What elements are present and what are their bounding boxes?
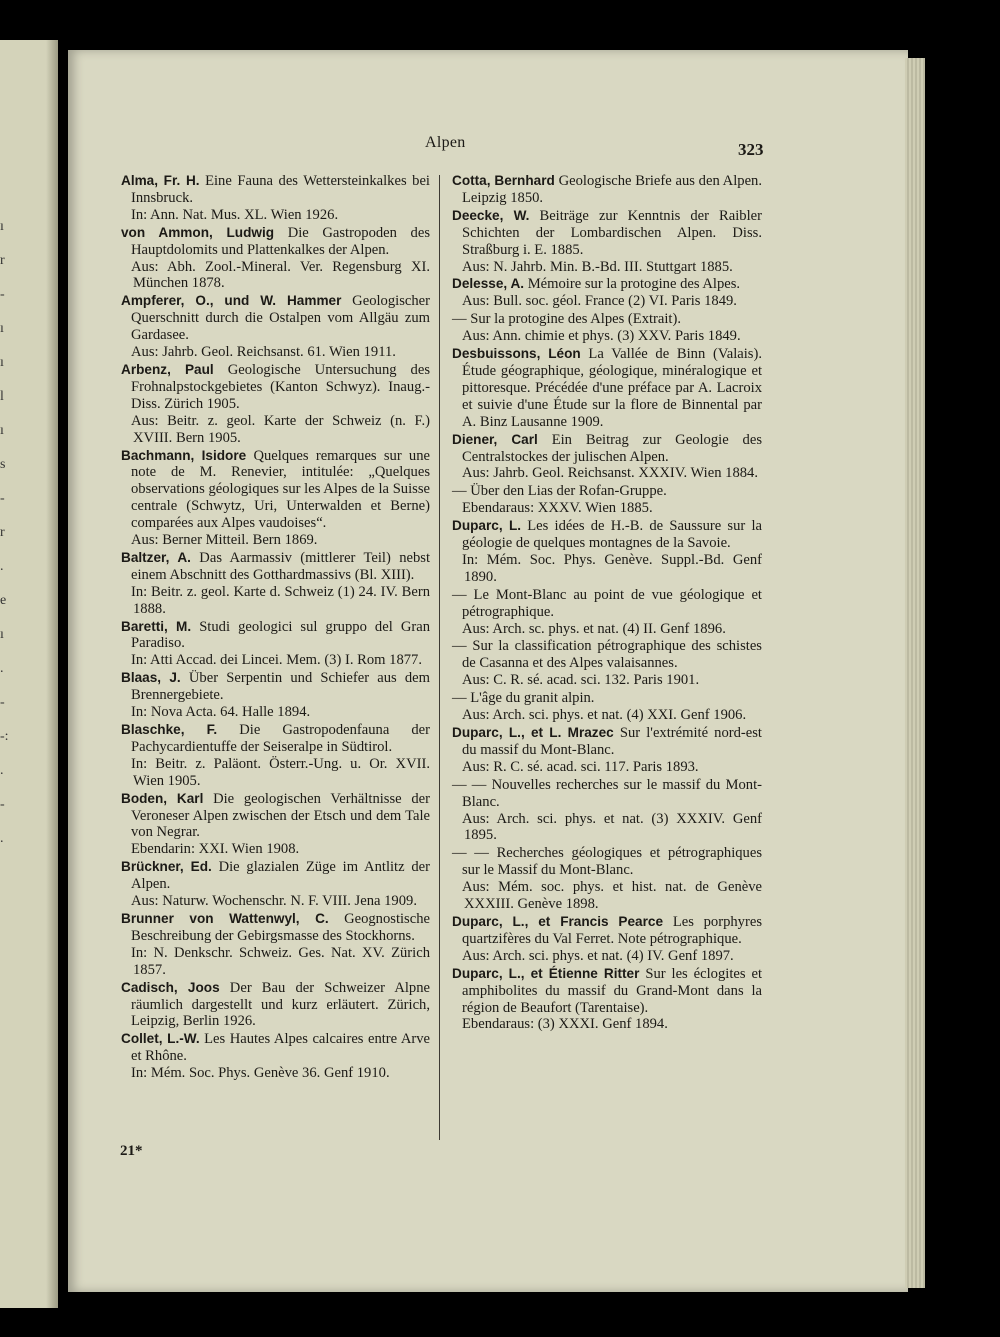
entry-source: In: Ann. Nat. Mus. XL. Wien 1926. bbox=[131, 206, 339, 223]
left-page-fragment: ı bbox=[0, 627, 4, 642]
entry-author: Boden, Karl bbox=[121, 790, 204, 806]
printer-signature: 21* bbox=[120, 1143, 143, 1159]
entry-title: Studi geologici sul gruppo del Gran Paradiso. bbox=[131, 618, 430, 652]
entry-title: Geognostische Beschreibung der Gebirgsmasse des Stockhorns. bbox=[131, 910, 430, 944]
entry-title: — — Nouvelles recherches sur le massif du Mont-Blanc. bbox=[452, 776, 762, 810]
bibliography-entry bbox=[121, 911, 430, 979]
entry-author: Duparc, L., et Étienne Ritter bbox=[452, 965, 640, 981]
bibliography-entry bbox=[121, 619, 430, 670]
entry-source: In: Beitr. z. Paläont. Österr.-Ung. u. Or. XVII. Wien 1905. bbox=[131, 755, 430, 789]
left-page-fragment: . bbox=[0, 763, 4, 778]
page-number: 323 bbox=[738, 140, 764, 159]
bibliography-entry bbox=[121, 550, 430, 618]
entry-source: Aus: Arch. sci. phys. et nat. (4) IV. Genf 1897. bbox=[462, 947, 734, 964]
entry-author: Cotta, Bernhard bbox=[452, 173, 555, 188]
bibliography-entry bbox=[452, 966, 762, 1034]
entry-source: Aus: Jahrb. Geol. Reichsanst. XXXIV. Wien 1884. bbox=[462, 465, 758, 482]
entry-author: Deecke, W. bbox=[452, 207, 530, 223]
bibliography-entry bbox=[121, 448, 430, 549]
entry-source: In: Atti Accad. dei Lincei. Mem. (3) I. Rom 1877. bbox=[131, 652, 423, 669]
entry-title: Quelques remarques sur une note de M. Renevier, intitulée: „Quelques observations géologiques sur les Alpes de la Suisse centrale (Schwytz, Uri, Unterwalden et Berne) comparées aux Alpes vaudoises“. bbox=[131, 447, 430, 532]
bibliography-entry bbox=[452, 845, 762, 913]
entry-title: — Sur la protogine des Alpes (Extrait). bbox=[452, 311, 681, 328]
entry-source: In: N. Denkschr. Schweiz. Ges. Nat. XV. Zürich 1857. bbox=[131, 944, 430, 978]
bibliography-entry bbox=[121, 722, 430, 790]
entry-source: In: Nova Acta. 64. Halle 1894. bbox=[131, 704, 311, 721]
entry-author: Baltzer, A. bbox=[121, 549, 191, 565]
entry-source: In: Mém. Soc. Phys. Genève. Suppl.-Bd. Genf 1890. bbox=[462, 551, 762, 585]
bibliography-entry bbox=[452, 346, 762, 431]
left-page-edge bbox=[0, 40, 58, 1308]
bibliography-entry bbox=[452, 914, 762, 965]
entry-author: Brunner von Wattenwyl, C. bbox=[121, 910, 329, 926]
entry-author: Brückner, Ed. bbox=[121, 859, 212, 875]
entry-author: Diener, Carl bbox=[452, 431, 538, 447]
entry-source: Aus: R. C. sé. acad. sci. 117. Paris 1893. bbox=[462, 758, 699, 775]
bibliography-entry bbox=[452, 777, 762, 845]
left-page-fragment: r bbox=[0, 525, 5, 540]
page-stack-edge bbox=[905, 58, 925, 1288]
entry-title: Les porphyres quartzifères du Val Ferret. Note pétrographique. bbox=[462, 913, 762, 947]
entry-author: Blaschke, F. bbox=[121, 722, 218, 737]
entry-author: Duparc, L., et L. Mrazec bbox=[452, 725, 614, 740]
left-page-fragment: - bbox=[0, 287, 5, 302]
entry-source: Aus: Arch. sci. phys. et nat. (4) XXI. Genf 1906. bbox=[462, 707, 747, 724]
bibliography-entry bbox=[452, 638, 762, 689]
bibliography-entry bbox=[121, 225, 430, 293]
entry-source: Aus: Jahrb. Geol. Reichsanst. 61. Wien 1911. bbox=[131, 344, 396, 361]
left-page-fragment: ı bbox=[0, 219, 4, 234]
left-page-fragment: - bbox=[0, 695, 5, 710]
left-page-fragment: - bbox=[0, 491, 5, 506]
entry-author: Blaas, J. bbox=[121, 670, 181, 686]
entry-title: — Über den Lias der Rofan-Gruppe. bbox=[452, 483, 667, 500]
entry-title: Sur les éclogites et amphibolites du massif du Grand-Mont dans la région de Beaufort (Tarentaise). bbox=[462, 965, 762, 1016]
left-page-text-fragments bbox=[0, 210, 14, 856]
entry-title: Die Gastropoden des Hauptdolomits und Plattenkalkes der Alpen. bbox=[131, 224, 430, 258]
bibliography-entry bbox=[452, 208, 762, 276]
entry-author: Ampferer, O., und W. Hammer bbox=[121, 293, 342, 309]
entry-source: Aus: Beitr. z. geol. Karte der Schweiz (n. F.) XVIII. Bern 1905. bbox=[131, 412, 430, 446]
left-page-fragment: ı bbox=[0, 321, 4, 336]
entry-title: — Le Mont-Blanc au point de vue géologique et pétrographique. bbox=[452, 586, 762, 620]
entry-source: Aus: Abh. Zool.-Mineral. Ver. Regensburg XI. München 1878. bbox=[131, 258, 430, 292]
left-page-fragment: e bbox=[0, 593, 7, 608]
entry-title: Les Hautes Alpes calcaires entre Arve et Rhône. bbox=[131, 1031, 430, 1065]
entry-author: Alma, Fr. H. bbox=[121, 173, 200, 188]
entry-author: Cadisch, Joos bbox=[121, 979, 220, 995]
bibliography-entry bbox=[121, 859, 430, 910]
entry-source: In: Mém. Soc. Phys. Genève 36. Genf 1910. bbox=[131, 1065, 390, 1082]
bibliography-column-left bbox=[121, 173, 430, 1083]
entry-author: Baretti, M. bbox=[121, 618, 192, 634]
entry-source: Aus: Arch. sc. phys. et nat. (4) II. Genf 1896. bbox=[462, 620, 726, 637]
entry-author: Bachmann, Isidore bbox=[121, 447, 247, 463]
bibliography-entry bbox=[452, 432, 762, 483]
left-page-fragment: -: bbox=[0, 729, 9, 744]
bibliography-entry bbox=[452, 690, 762, 724]
left-page-fragment: - bbox=[0, 797, 5, 812]
entry-author: Desbuissons, Léon bbox=[452, 346, 581, 362]
left-page-fragment: r bbox=[0, 253, 5, 268]
bibliography-column-right bbox=[452, 173, 762, 1034]
entry-source: Ebendaraus: XXXV. Wien 1885. bbox=[462, 500, 653, 517]
entry-author: von Ammon, Ludwig bbox=[121, 224, 275, 240]
bibliography-entry bbox=[121, 1031, 430, 1082]
entry-source: Aus: Naturw. Wochenschr. N. F. VIII. Jena 1909. bbox=[131, 893, 417, 910]
bibliography-entry bbox=[121, 980, 430, 1031]
entry-title: Über Serpentin und Schiefer aus dem Brennergebiete. bbox=[131, 670, 430, 704]
bibliography-entry bbox=[121, 670, 430, 721]
entry-title: La Vallée de Binn (Valais). Étude géographique, géologique, minéralogique et pittoresque. Précédée d'une préface par A. Lacroix et suivie d'une Étude sur la flore de Binnental par A. Binz Lausanne 1909. bbox=[462, 346, 762, 430]
entry-source: Aus: Ann. chimie et phys. (3) XXV. Paris 1849. bbox=[462, 328, 741, 345]
column-divider bbox=[439, 175, 440, 1140]
entry-source: Aus: Arch. sci. phys. et nat. (3) XXXIV. Genf 1895. bbox=[462, 810, 762, 844]
entry-source: Aus: Berner Mitteil. Bern 1869. bbox=[131, 532, 318, 549]
entry-author: Duparc, L. bbox=[452, 518, 522, 534]
entry-source: Aus: Mém. soc. phys. et hist. nat. de Genève XXXIII. Genève 1898. bbox=[462, 879, 762, 913]
left-page-fragment: . bbox=[0, 559, 4, 574]
entry-source: In: Beitr. z. geol. Karte d. Schweiz (1) 24. IV. Bern 1888. bbox=[131, 583, 430, 617]
left-page-fragment: . bbox=[0, 831, 4, 846]
bibliography-entry bbox=[452, 173, 762, 207]
book-gutter bbox=[46, 40, 58, 1308]
entry-title: Der Bau der Schweizer Alpne räumlich dargestellt und kurz erläutert. Zürich, Leipzig, Berlin 1926. bbox=[131, 979, 430, 1030]
bibliography-entry bbox=[452, 276, 762, 310]
entry-title: Die geologischen Verhältnisse der Veroneser Alpen zwischen der Etsch und dem Tale von Negrar. bbox=[131, 790, 430, 841]
left-page-fragment: ı bbox=[0, 423, 4, 438]
bibliography-entry bbox=[452, 311, 762, 345]
entry-title: Das Aarmassiv (mittlerer Teil) nebst einem Abschnitt des Gotthardmassivs (Bl. XIII). bbox=[131, 549, 430, 583]
entry-title: — L'âge du granit alpin. bbox=[452, 690, 595, 707]
entry-title: Die Gastropodenfauna der Pachycardientuffe der Seiseralpe in Südtirol. bbox=[131, 722, 430, 755]
entry-title: Beiträge zur Kenntnis der Raibler Schichten der Lombardischen Alpen. Diss. Straßburg i. E. 1885. bbox=[462, 207, 762, 258]
entry-author: Delesse, A. bbox=[452, 276, 525, 292]
entry-title: Geologische Briefe aus den Alpen. Leipzig 1850. bbox=[462, 173, 763, 206]
bibliography-entry bbox=[452, 518, 762, 586]
entry-source: Aus: N. Jahrb. Min. B.-Bd. III. Stuttgart 1885. bbox=[462, 258, 733, 275]
bibliography-entry bbox=[121, 293, 430, 361]
left-page-fragment: ı bbox=[0, 355, 4, 370]
left-page-fragment: . bbox=[0, 661, 4, 676]
entry-title: Geologische Untersuchung des Frohnalpstockgebietes (Kanton Schwyz). Inaug.-Diss. Zürich 1905. bbox=[131, 361, 430, 412]
entry-author: Duparc, L., et Francis Pearce bbox=[452, 913, 664, 929]
bibliography-entry bbox=[452, 587, 762, 638]
entry-title: Mémoire sur la protogine des Alpes. bbox=[527, 276, 741, 293]
entry-source: Ebendaraus: (3) XXXI. Genf 1894. bbox=[462, 1016, 668, 1033]
bibliography-entry bbox=[121, 362, 430, 447]
entry-source: Aus: Bull. soc. géol. France (2) VI. Paris 1849. bbox=[462, 293, 737, 310]
left-page-fragment: l bbox=[0, 389, 4, 404]
entry-author: Collet, L.-W. bbox=[121, 1031, 200, 1047]
entry-title: Eine Fauna des Wettersteinkalkes bei Innsbruck. bbox=[131, 173, 430, 206]
entry-title: Sur l'extrémité nord-est du massif du Mont-Blanc. bbox=[462, 725, 762, 758]
bibliography-entry bbox=[452, 725, 762, 776]
running-header: Alpen bbox=[425, 134, 466, 151]
entry-title: Die glazialen Züge im Antlitz der Alpen. bbox=[131, 859, 431, 893]
left-page-fragment: s bbox=[0, 457, 6, 472]
entry-title: Geologischer Querschnitt durch die Ostalpen vom Allgäu zum Gardasee. bbox=[131, 293, 430, 344]
bibliography-entry bbox=[121, 791, 430, 859]
entry-title: — — Recherches géologiques et pétrographiques sur le Massif du Mont-Blanc. bbox=[452, 845, 762, 879]
bibliography-entry bbox=[452, 483, 762, 517]
bibliography-entry bbox=[121, 173, 430, 224]
entry-source: Ebendarin: XXI. Wien 1908. bbox=[131, 841, 300, 858]
entry-author: Arbenz, Paul bbox=[121, 361, 214, 377]
entry-source: Aus: C. R. sé. acad. sci. 132. Paris 1901. bbox=[462, 672, 700, 689]
entry-title: — Sur la classification pétrographique des schistes de Casanna et des Alpes valaisannes. bbox=[452, 638, 762, 672]
entry-title: Les idées de H.-B. de Saussure sur la géologie de quelques montagnes de la Savoie. bbox=[462, 518, 763, 552]
entry-title: Ein Beitrag zur Geologie des Centralstockes der julischen Alpen. bbox=[462, 431, 762, 465]
